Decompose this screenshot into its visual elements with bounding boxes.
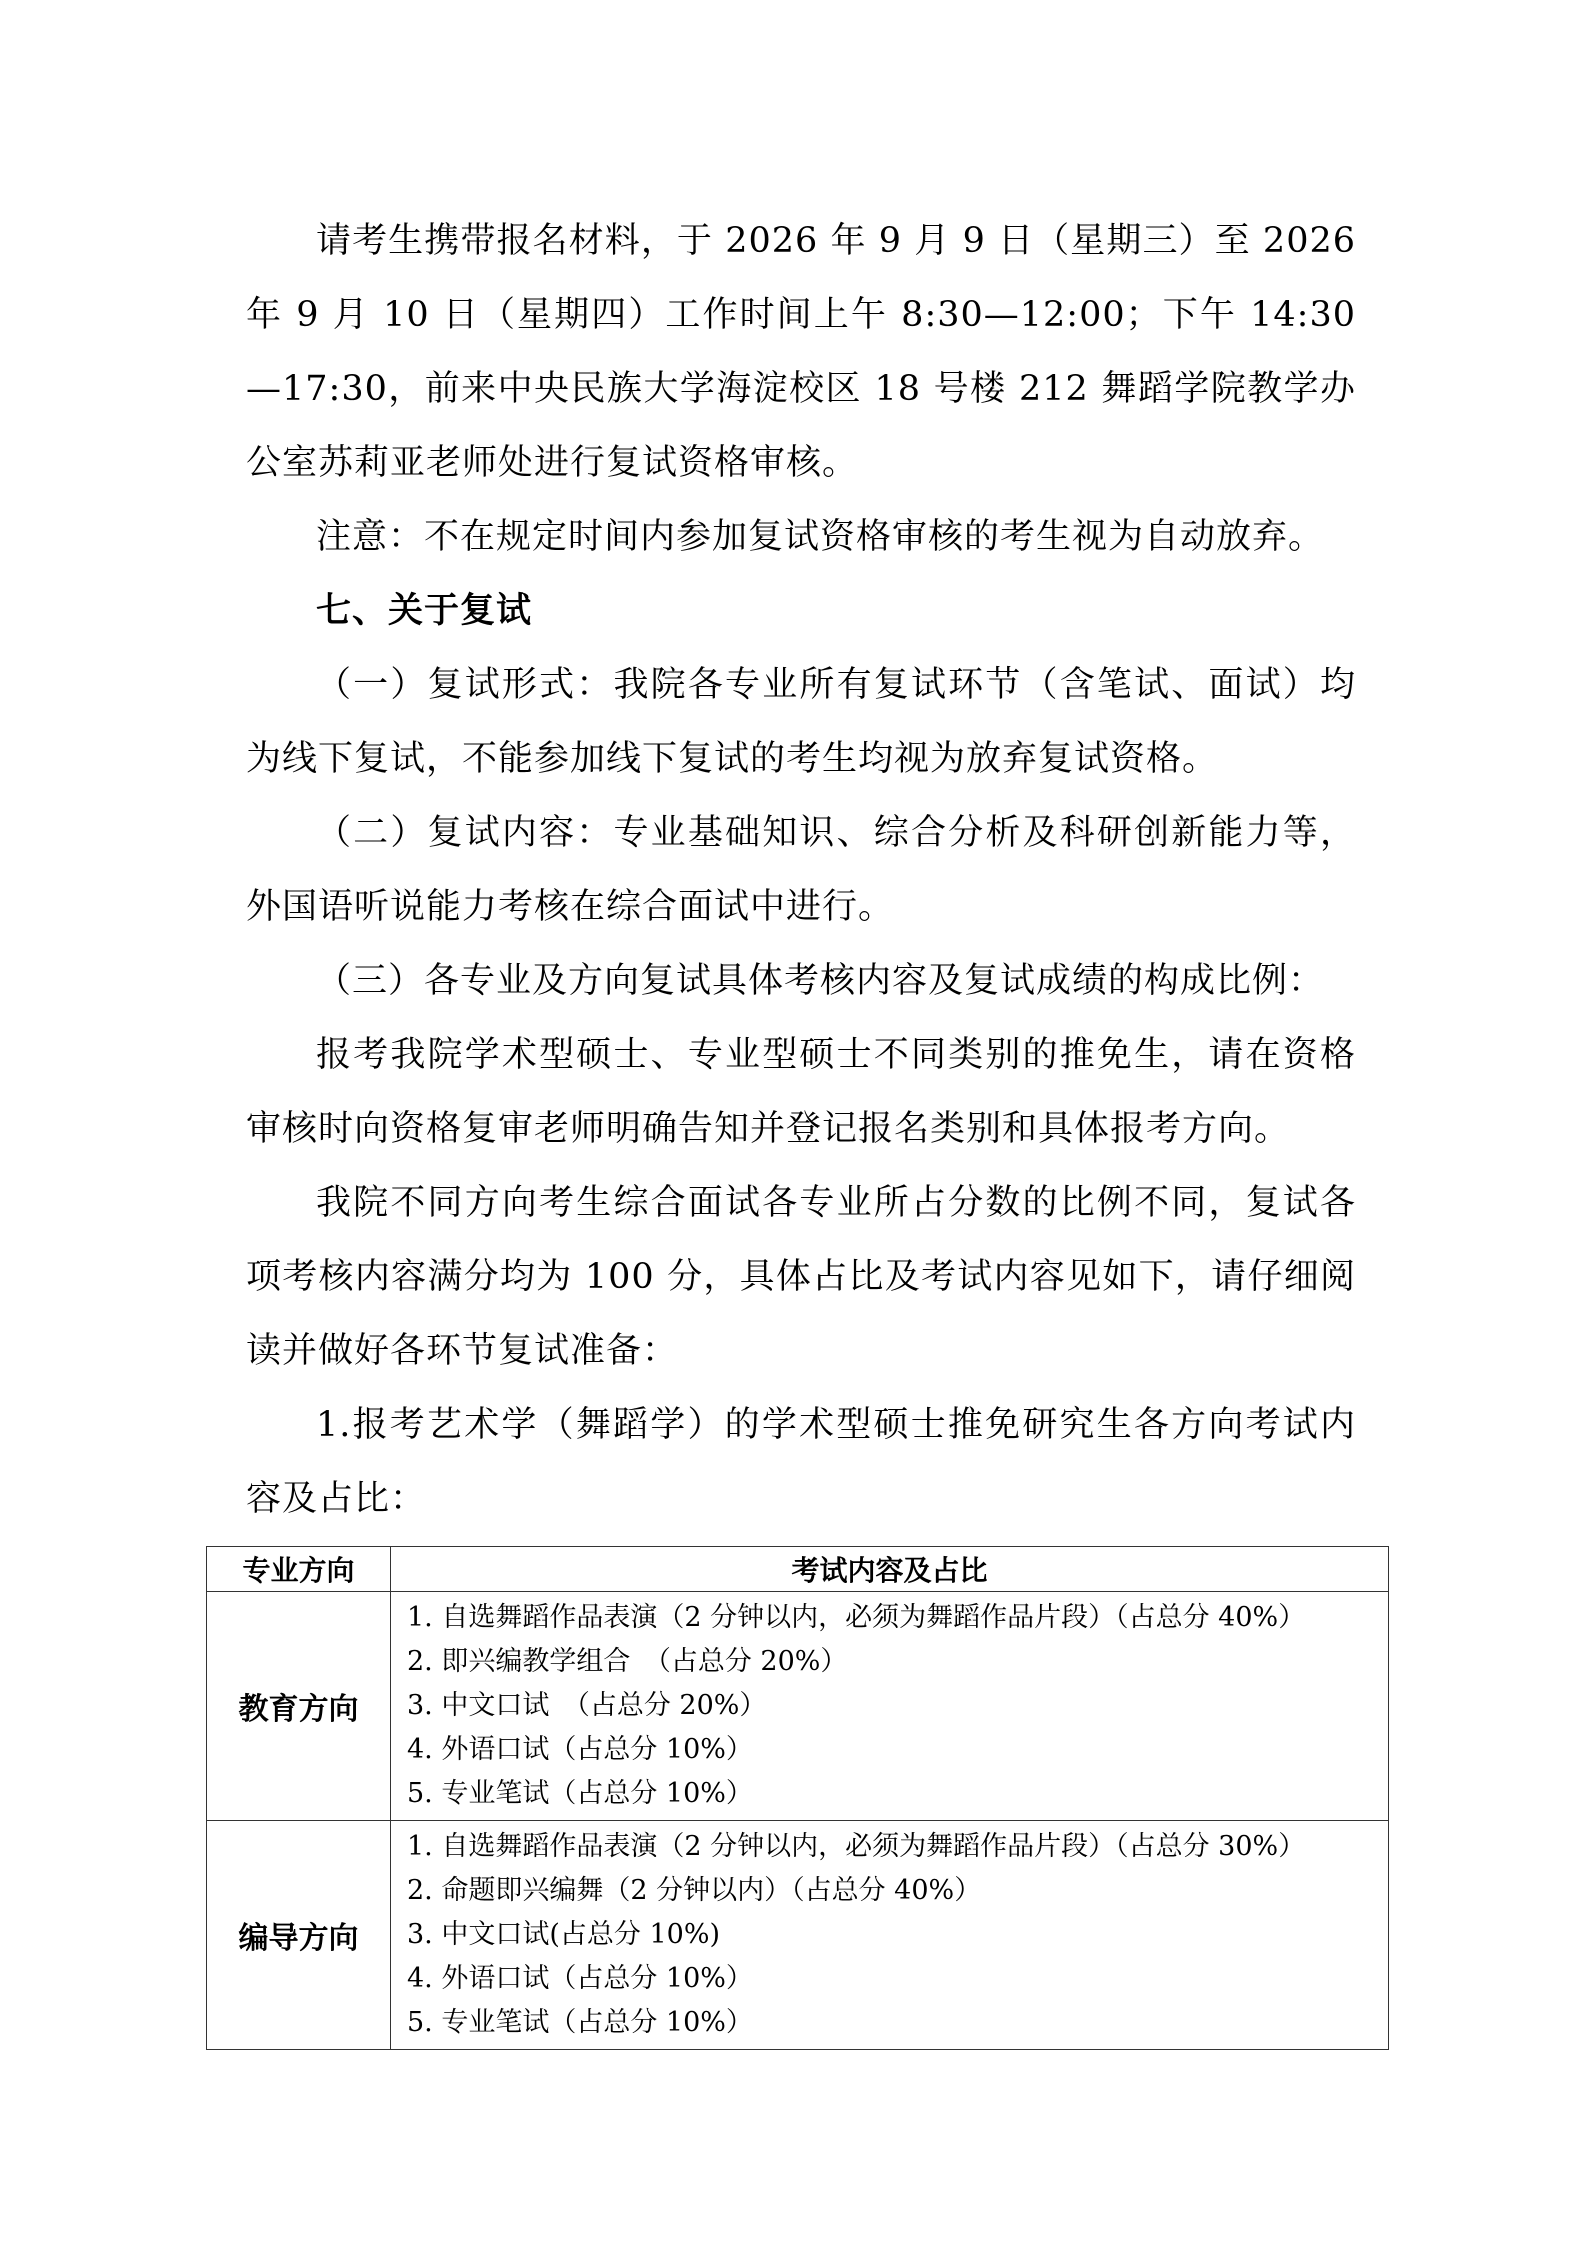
list-item: 4. 外语口试（占总分 10%） xyxy=(407,1963,753,1994)
content-cell xyxy=(391,1821,1389,2050)
list-item: 1. 自选舞蹈作品表演（2 分钟以内，必须为舞蹈作品片段）（占总分 40%） xyxy=(407,1602,1306,1633)
paragraph-notice: 注意：不在规定时间内参加复试资格审核的考生视为自动放弃。 xyxy=(316,517,1325,557)
paragraph-score-ratio: 我院不同方向考生综合面试各专业所占分数的比例不同，复试各项考核内容满分均为 100 分，具体占比及考试内容见如下，请仔细阅读并做好各环节复试准备： xyxy=(246,1183,1356,1371)
list-item: 5. 专业笔试（占总分 10%） xyxy=(407,2007,753,2038)
paragraph-registration-category: 报考我院学术型硕士、专业型硕士不同类别的推免生，请在资格审核时向资格复审老师明确告知并登记报名类别和具体报考方向。 xyxy=(246,1035,1356,1149)
paragraph-reexam-form: （一）复试形式：我院各专业所有复试环节（含笔试、面试）均为线下复试，不能参加线下复试的考生均视为放弃复试资格。 xyxy=(246,665,1356,779)
paragraph-table-caption: 1.报考艺术学（舞蹈学）的学术型硕士推免研究生各方向考试内容及占比： xyxy=(246,1405,1356,1519)
table-row xyxy=(207,1592,1389,1821)
list-item: 5. 专业笔试（占总分 10%） xyxy=(407,1778,753,1809)
header-content: 考试内容及占比 xyxy=(391,1547,1389,1592)
paragraph-reexam-ratio: （三）各专业及方向复试具体考核内容及复试成绩的构成比例： xyxy=(316,961,1325,1001)
section-heading-reexam: 七、关于复试 xyxy=(316,591,533,631)
direction-cell: 教育方向 xyxy=(207,1592,391,1821)
paragraph-reexam-content: （二）复试内容：专业基础知识、综合分析及科研创新能力等，外国语听说能力考核在综合面试中进行。 xyxy=(246,813,1356,927)
header-direction: 专业方向 xyxy=(207,1547,391,1592)
paragraph-review-registration: 请考生携带报名材料，于 2026 年 9 月 9 日（星期三）至 2026 年 9 月 10 日（星期四）工作时间上午 8:30—12:00；下午 14:30—17:30，前来中央民族大学海淀校区 18 号楼 212 舞蹈学院教学办公室苏莉亚老师处进行复试资格审核。 xyxy=(246,221,1356,483)
exam-content-table xyxy=(206,1546,1389,2050)
table-row xyxy=(207,1821,1389,2050)
list-item: 2. 即兴编教学组合 （占总分 20%） xyxy=(407,1646,848,1677)
content-cell xyxy=(391,1592,1389,1821)
direction-cell: 编导方向 xyxy=(207,1821,391,2050)
list-item: 4. 外语口试（占总分 10%） xyxy=(407,1734,753,1765)
list-item: 3. 中文口试 （占总分 20%） xyxy=(407,1690,767,1721)
table-header-row xyxy=(207,1547,1389,1592)
list-item: 1. 自选舞蹈作品表演（2 分钟以内，必须为舞蹈作品片段）（占总分 30%） xyxy=(407,1831,1306,1862)
list-item: 2. 命题即兴编舞（2 分钟以内）（占总分 40%） xyxy=(407,1875,982,1906)
list-item: 3. 中文口试(占总分 10%) xyxy=(407,1919,721,1950)
